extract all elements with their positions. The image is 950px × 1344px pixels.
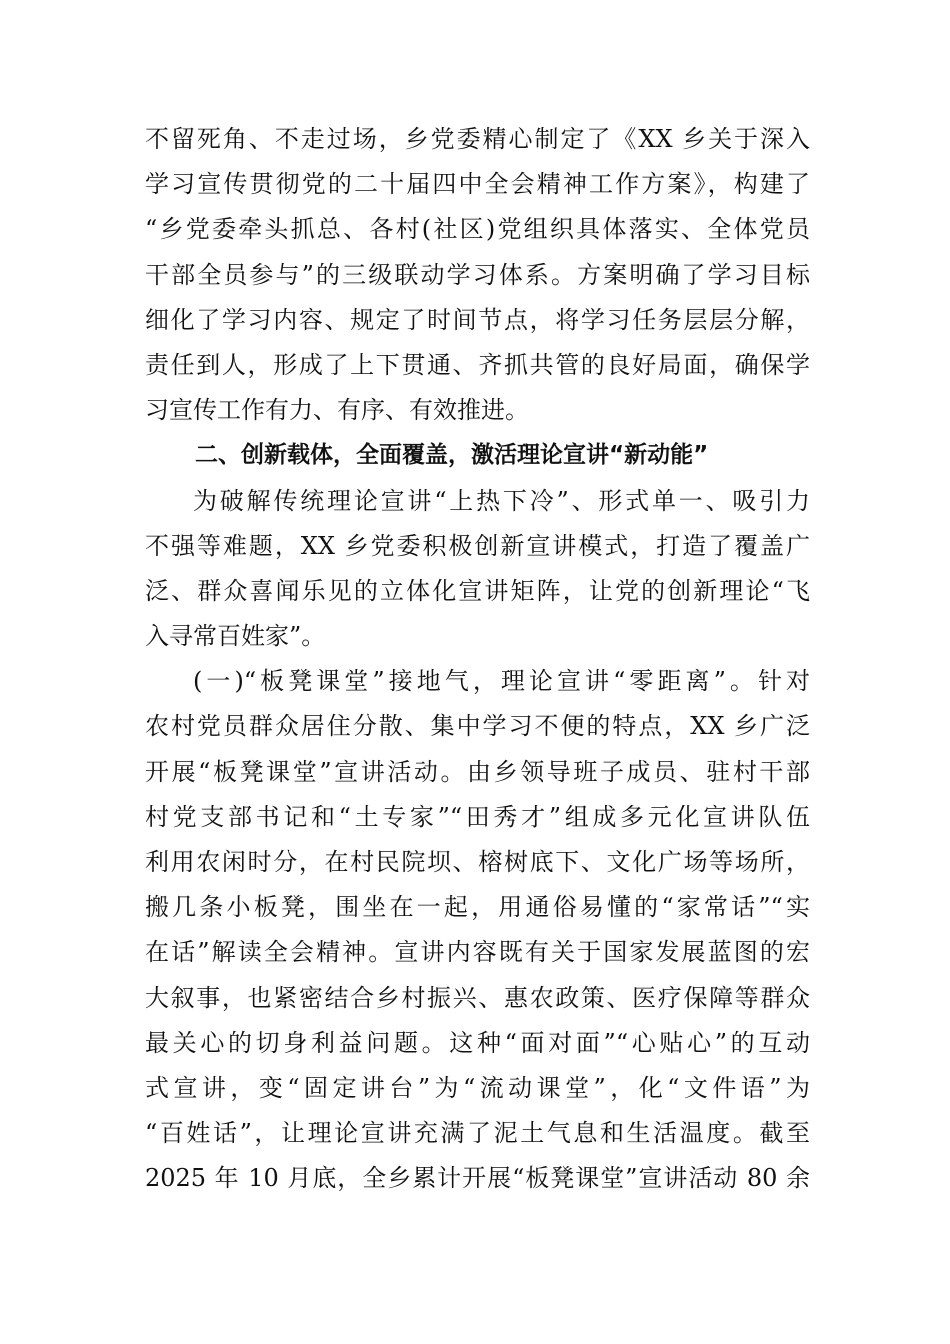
- body-line: 农村党员群众居住分散、集中学习不便的特点，XX 乡广泛: [145, 712, 810, 741]
- subsection-line: (一)“板凳课堂”接地气，理论宣讲“零距离”。针对: [193, 667, 810, 696]
- body-line: 大叙事，也紧密结合乡村振兴、惠农政策、医疗保障等群众: [145, 983, 810, 1012]
- body-line: 习宣传工作有力、有序、有效推进。: [145, 396, 529, 425]
- body-line: 泛、群众喜闻乐见的立体化宣讲矩阵，让党的创新理论“飞: [145, 576, 810, 605]
- document-body: [145, 117, 810, 1202]
- section-heading: 二、创新载体，全面覆盖，激活理论宣讲“新动能”: [195, 442, 709, 469]
- body-line: 村党支部书记和“土专家”“田秀才”组成多元化宣讲队伍: [145, 802, 810, 831]
- body-line: 最关心的切身利益问题。这种“面对面”“心贴心”的互动: [145, 1028, 810, 1057]
- body-line: 细化了学习内容、规定了时间节点，将学习任务层层分解，: [145, 305, 810, 334]
- body-line: 在话”解读全会精神。宣讲内容既有关于国家发展蓝图的宏: [145, 938, 810, 967]
- body-line: “乡党委牵头抓总、各村(社区)党组织具体落实、全体党员: [145, 215, 810, 244]
- body-line: 式宣讲，变“固定讲台”为“流动课堂”，化“文件语”为: [145, 1073, 810, 1102]
- body-line: 学习宣传贯彻党的二十届四中全会精神工作方案》，构建了: [145, 170, 810, 199]
- body-line: 责任到人，形成了上下贯通、齐抓共管的良好局面，确保学: [145, 350, 810, 379]
- body-line: 搬几条小板凳，围坐在一起，用通俗易懂的“家常话”“实: [145, 893, 810, 922]
- body-line: 为破解传统理论宣讲“上热下冷”、形式单一、吸引力: [193, 486, 810, 515]
- body-line: 入寻常百姓家”。: [145, 622, 326, 651]
- body-line: 开展“板凳课堂”宣讲活动。由乡领导班子成员、驻村干部: [145, 757, 810, 786]
- body-line: 2025 年 10 月底，全乡累计开展“板凳课堂”宣讲活动 80 余: [145, 1164, 810, 1193]
- body-line: 利用农闲时分，在村民院坝、榕树底下、文化广场等场所，: [145, 848, 810, 876]
- body-line: 不强等难题，XX 乡党委积极创新宣讲模式，打造了覆盖广: [145, 531, 810, 560]
- body-line: 不留死角、不走过场，乡党委精心制定了《XX 乡关于深入: [145, 125, 810, 153]
- body-line: “百姓话”，让理论宣讲充满了泥土气息和生活温度。截至: [145, 1119, 810, 1148]
- body-line: 干部全员参与”的三级联动学习体系。方案明确了学习目标: [145, 260, 810, 289]
